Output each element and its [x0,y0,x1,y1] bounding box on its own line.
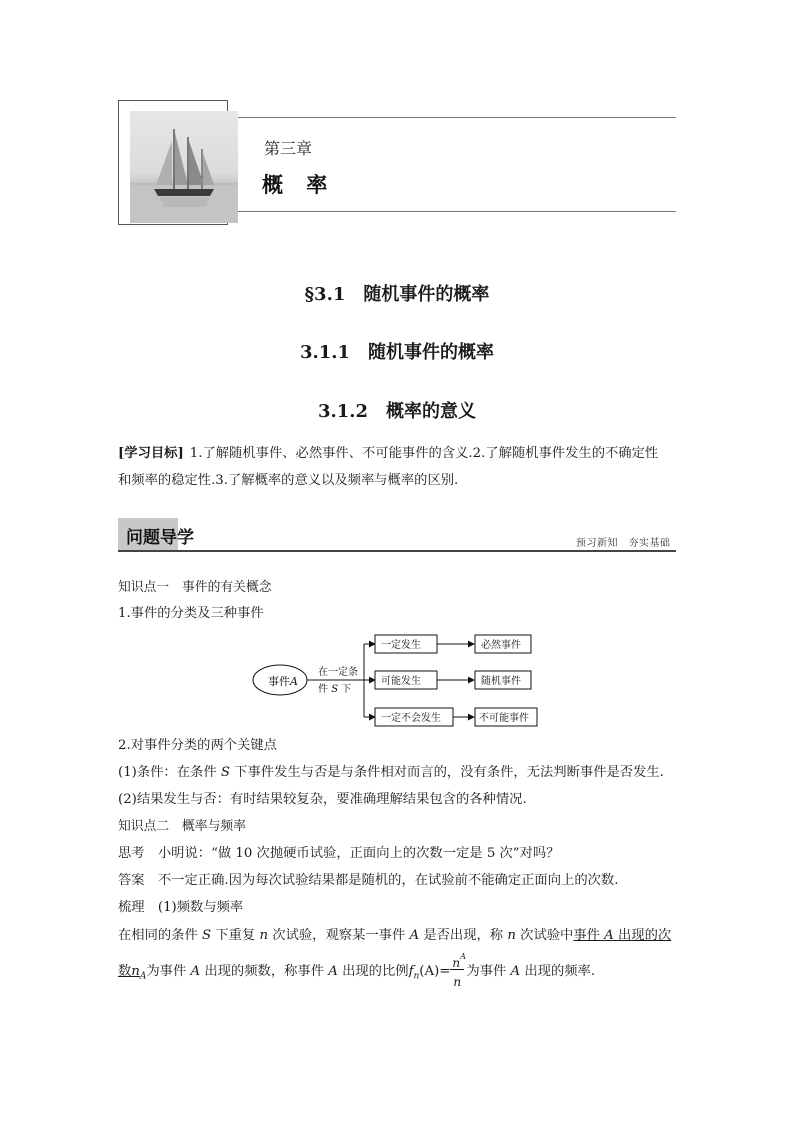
objectives-text-1: 1.了解随机事件、必然事件、不可能事件的含义.2.了解随机事件发生的不确定性 [189,446,659,461]
frequency-definition-line2: 数$n_A$为事件 A 出现的频数，称事件 A 出现的比例$f_n(A)=$ $n^A$ n 为事件 A 出现的频率. [118,952,596,989]
chapter-rule-bottom [238,211,676,212]
section-band-subtitle: 预习新知 夯实基础 [576,538,671,549]
result-box-3-label: 不可能事件 [479,713,529,724]
answer-tag: 答案 [118,873,145,888]
kp2-title: 知识点二 概率与频率 [118,819,246,834]
condition-label-2: 件 S 下 [318,684,352,695]
think-tag: 思考 [118,846,145,861]
item2-point2: (2)结果发生与否：有时结果较复杂，要准确理解结果包含的各种情况. [118,792,527,807]
sailboat-illustration [130,111,238,223]
subsection-heading-2: 3.1.2 概率的意义 [317,401,477,422]
learning-objectives-line1 [118,440,658,468]
chapter-title: 概 率 [262,173,336,197]
sailboat-image [130,111,238,223]
learning-objectives-line2: 和频率的稳定性.3.了解概率的意义以及频率与概率的区别. [118,473,459,488]
frequency-definition-line1: 在相同的条件 S 下重复 n 次试验，观察某一事件 A 是否出现，称 n 次试验中事件 A 出现的次 [118,928,672,943]
subsection-heading-1: 3.1.1 随机事件的概率 [299,342,495,363]
think-line [118,840,560,868]
section-heading: §3.1 随机事件的概率 [304,284,490,305]
section-band-rule [118,550,676,552]
sort-line [118,894,243,922]
item2-point1: (1)条件：在条件 S 下事件发生与否是与条件相对而言的，没有条件，无法判断事件是否发生. [118,765,664,780]
objectives-tag: [学习目标] [118,446,184,461]
condition-box-3-label: 一定不会发生 [381,713,441,724]
sort-tag: 梳理 [118,900,145,915]
result-box-2-label: 随机事件 [481,676,521,687]
kp1-title: 知识点一 事件的有关概念 [118,580,272,595]
frequency-fraction: $n^A$ n [452,952,466,989]
item2-title: 2.对事件分类的两个关键点 [118,738,277,753]
section-band-title: 问题导学 [126,528,194,548]
result-box-1-label: 必然事件 [481,640,521,651]
answer-text: 不一定正确.因为每次试验结果都是随机的，在试验前不能确定正面向上的次数. [144,873,619,888]
answer-line [118,867,618,895]
think-text: 小明说：“做 10 次抛硬币试验，正面向上的次数一定是 5 次”对吗？ [144,846,560,861]
condition-box-2-label: 可能发生 [381,676,421,687]
chapter-rule-top [238,117,676,118]
condition-label-1: 在一定条 [318,667,358,678]
event-classification-diagram [250,630,540,730]
sort-text: (1)频数与频率 [144,900,244,915]
event-node-label: 事件A [268,675,298,688]
kp1-item1: 1.事件的分类及三种事件 [118,606,264,621]
condition-box-1-label: 一定发生 [381,640,421,651]
chapter-label: 第三章 [264,139,313,158]
